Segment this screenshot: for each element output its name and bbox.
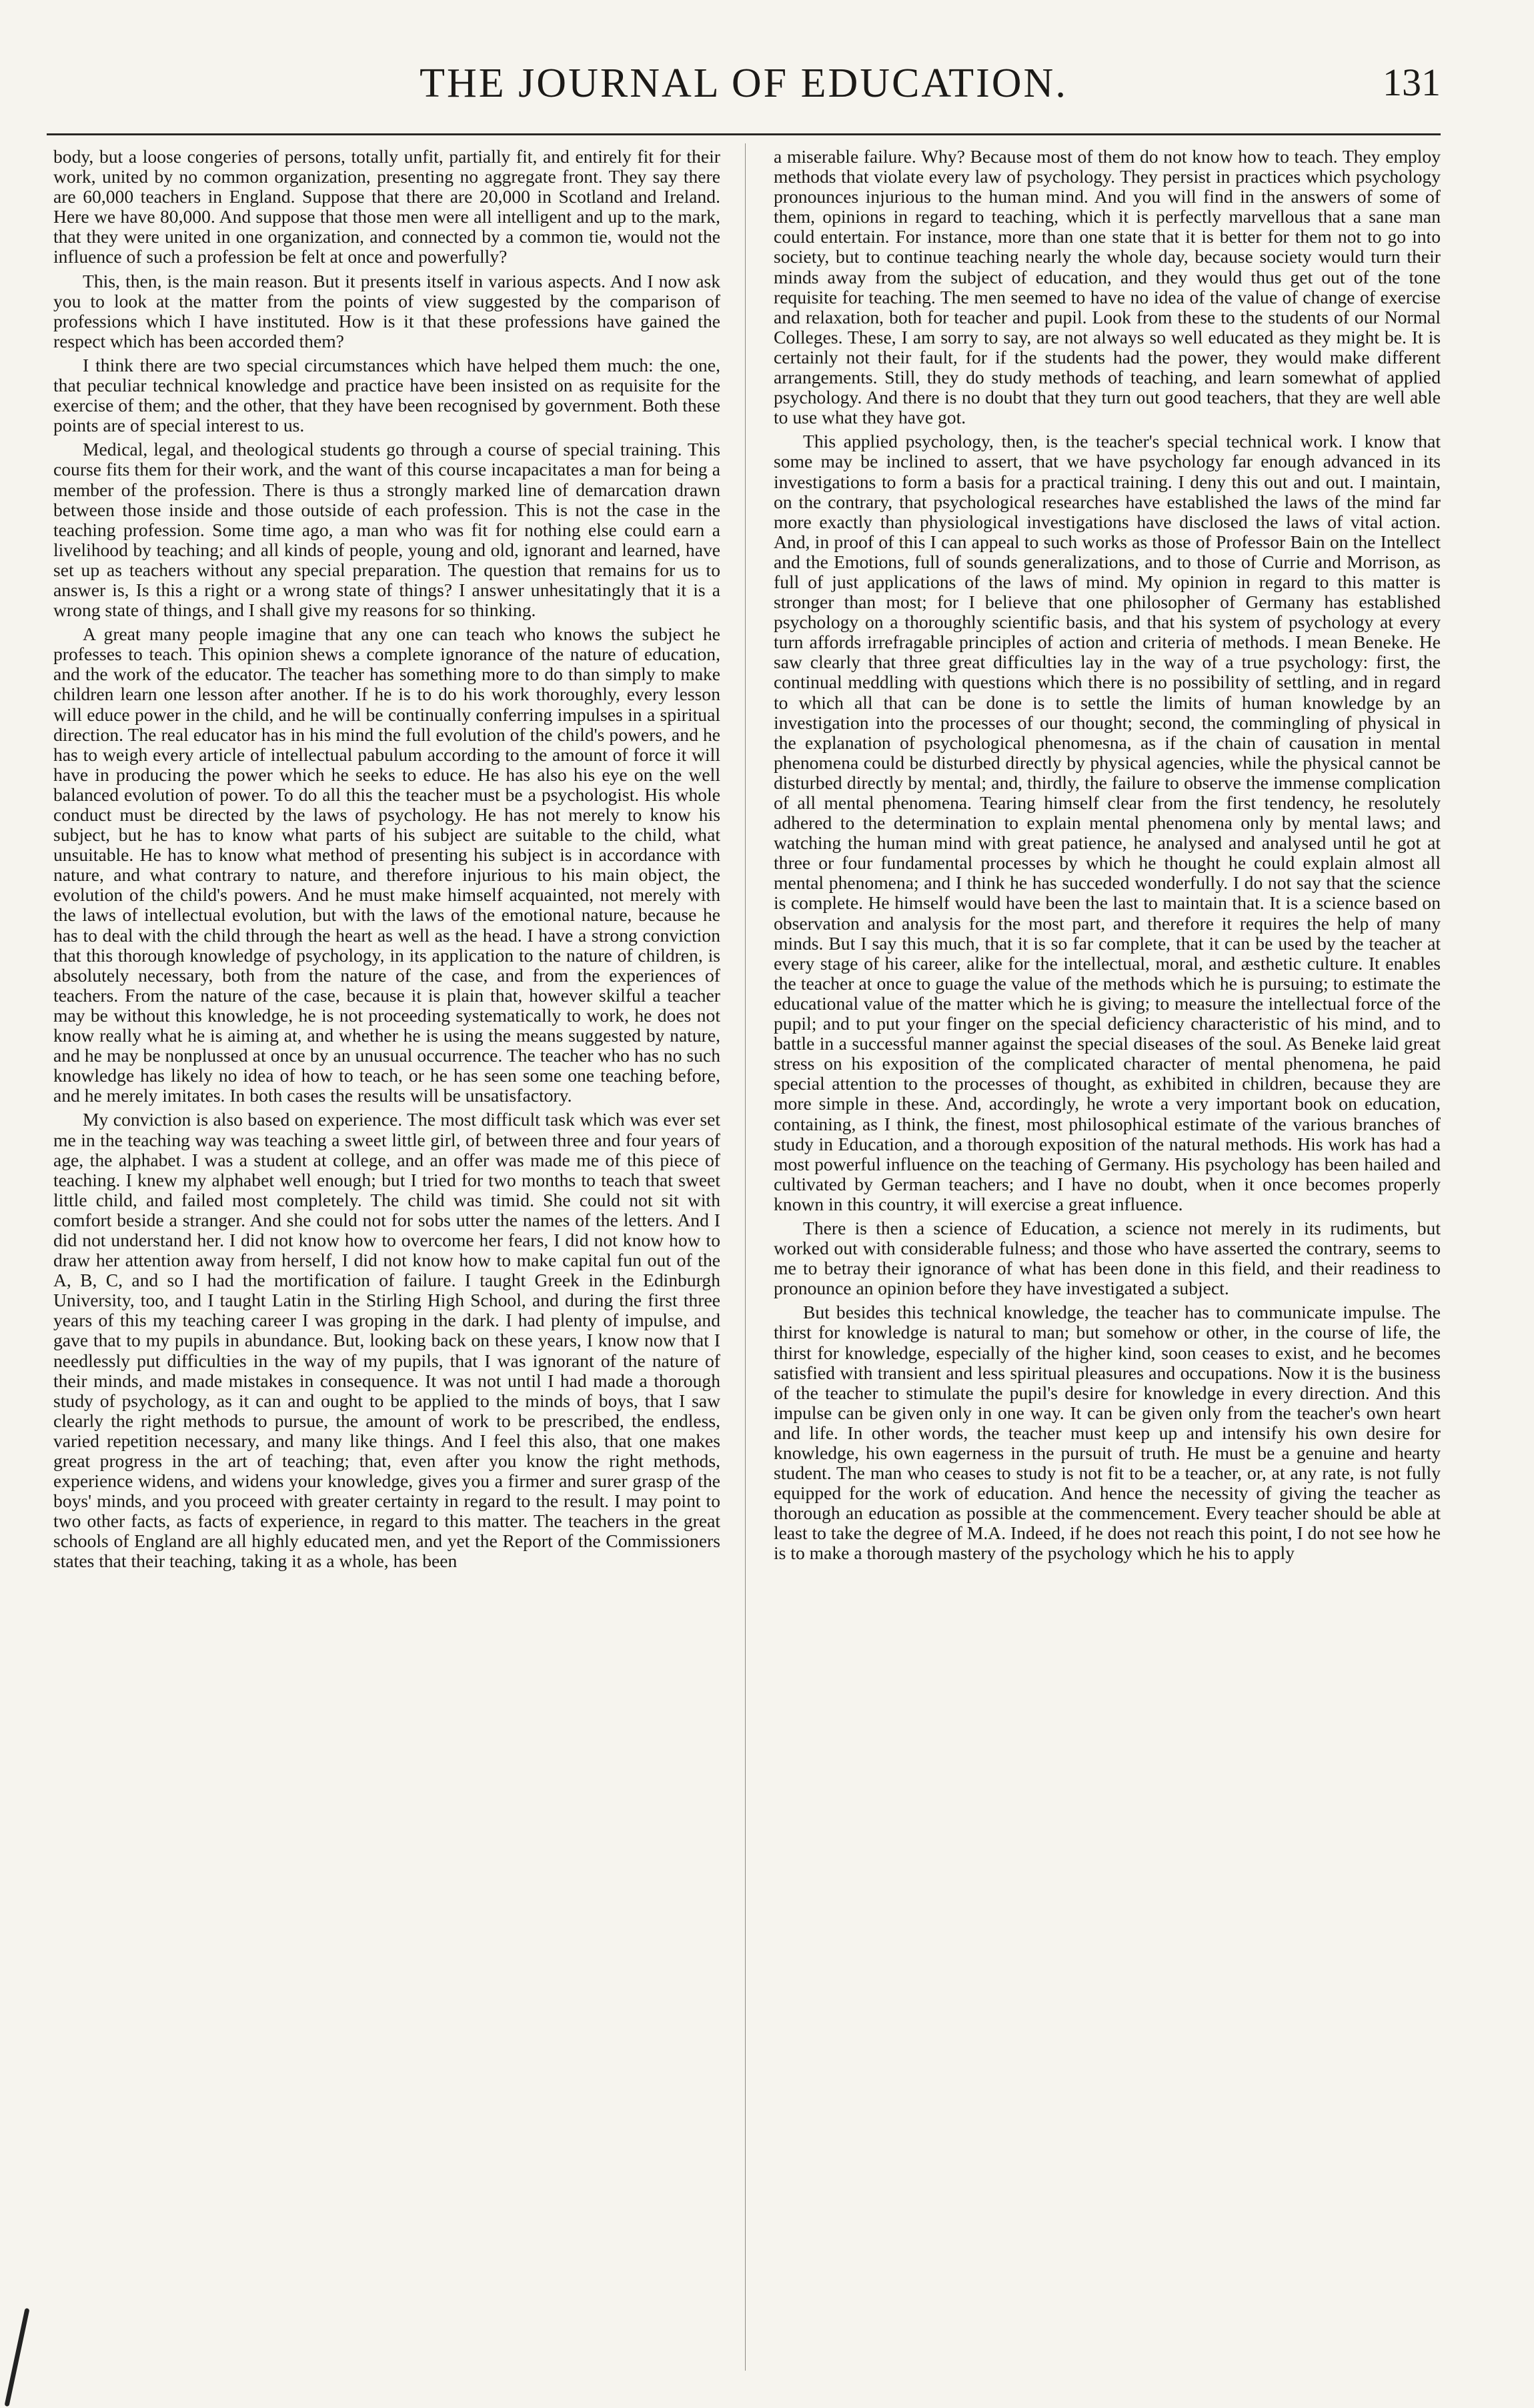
paragraph: body, but a loose congeries of persons, totally unfit, partially fit, and entirely fit for their work, united by no common organization, presenting no aggregate front. They say there are 60,000 teachers in England. Suppose that there are 20,000 in Scotland and Ireland. Here we have 80,000. And suppose that those men were all intelligent and up to the mark, that they were united in one organization, and connected by a common tie, would not the influence of such a profession be felt at once and powerfully?	[53, 146, 720, 267]
paragraph: A great many people imagine that any one can teach who knows the subject he professes to teach. This opinion shews a complete ignorance of the nature of education, and the work of the educator. The teacher has something more to do than simply to make children learn one lesson after another. If he is to do his work thoroughly, every lesson will educe power in the child, and he will be continually conferring impulses in a spiritual direction. The real educator has in his mind the full evolution of the child's powers, and he has to weigh every article of intellectual pabulum according to the amount of force it will have in producing the power which he seeks to educe. He has also his eye on the well balanced evolution of power. To do all this the teacher must be a psychologist. His whole conduct must be directed by the laws of psychology. He has not merely to know his subject, but he has to know what parts of his subject are suitable to the child, what unsuitable. He has to know what method of presenting his subject is in accordance with nature, and what contrary to nature, and therefore injurious to his main object, the evolution of the child's powers. And he must make himself acquainted, not merely with the laws of intellectual evolution, but with the laws of the emotional nature, because he has to deal with the child through the heart as well as the head. I have a strong conviction that this thorough knowledge of psychology, in its application to the nature of children, is absolutely necessary, both from the nature of the case, and from the experiences of teachers. From the nature of the case, because it is plain that, however skilful a teacher may be without this knowledge, he is not proceeding systematically to work, he does not know really what he is aiming at, and whether he is using the means suggested by nature, and he may be nonplussed at once by an unusual occurrence. The teacher who has no such knowledge has likely no idea of how to teach, or he has seen some one teaching before, and he merely imitates. In both cases the results will be unsatisfactory.	[53, 624, 720, 1106]
paragraph: This, then, is the main reason. But it presents itself in various aspects. And I now ask you to look at the matter from the points of view suggested by the comparison of professions which I have instituted. How is it that these professions have gained the respect which has been accorded them?	[53, 270, 720, 351]
paragraph: a miserable failure. Why? Because most of them do not know how to teach. They employ methods that violate every law of psychology. They persist in practices which psychology pronounces injurious to the human mind. And you will find in the answers of some of them, opinions in regard to teaching, which it is perfectly marvellous that a sane man could entertain. For instance, more than one state that it is better for them not to go into society, but to continue teaching nearly the whole day, because society would turn their minds away from the subject of education, and they would thus get out of the tone requisite for teaching. The men seemed to have no idea of the value of change of exercise and relaxation, both for teacher and pupil. Look from these to the students of our Normal Colleges. These, I am sorry to say, are not always so well educated as they might be. It is certainly not their fault, for if the students had the power, they would make different arrangements. Still, they do study methods of teaching, and learn somewhat of applied psychology. And there is no doubt that they turn out good teachers, that they are well able to use what they have got.	[774, 146, 1441, 428]
paragraph: Medical, legal, and theological students go through a course of special training. This course fits them for their work, and the want of this course incapacitates a man for being a member of the profession. There is thus a strongly marked line of demarcation drawn between those inside and those outside of each profession. This is not the case in the teaching profession. Some time ago, a man who was fit for nothing else could earn a livelihood by teaching; and all kinds of people, young and old, ignorant and learned, have set up as teachers without any special preparation. The question that remains for us to answer is, Is this a right or a wrong state of things? I answer unhesitatingly that it is a wrong state of things, and I shall give my reasons for so thinking.	[53, 439, 720, 621]
page-number: 131	[1383, 61, 1441, 104]
journal-title: THE JOURNAL OF EDUCATION.	[420, 61, 1068, 106]
paragraph: My conviction is also based on experience. The most difficult task which was ever set me in the teaching way was teaching a sweet little girl, of between three and four years of age, the alphabet. I was a student at college, and an offer was made me of this piece of teaching. I knew my alphabet well enough; but I tried for two months to teach that sweet little child, and failed most completely. The child was timid. She could not sit with comfort beside a stranger. And she could not for sobs utter the names of the letters. And I did not understand her. I did not know how to overcome her fears, I did not know how to draw her attention away from herself, I did not know how to make capital fun out of the A, B, C, and so I had the mortification of failure. I taught Greek in the Edinburgh University, too, and I taught Latin in the Stirling High School, and during the first three years of this my teaching career I was groping in the dark. I had plenty of impulse, and gave that to my pupils in abundance. But, looking back on these years, I know now that I needlessly put difficulties in the way of my pupils, that I was ignorant of the nature of their minds, and made mistakes in consequence. It was not until I had made a thorough study of psychology, as it can and ought to be applied to the minds of boys, that I saw clearly the right methods to pursue, the amount of work to be prescribed, the endless, varied repetition necessary, and many like things. And I feel this also, that one makes great progress in the art of teaching; that, even after you know the right methods, experience widens, and widens your knowledge, gives you a firmer and surer grasp of the boys' minds, and you proceed with greater certainty in regard to the result. I may point to two other facts, as facts of experience, in regard to this matter. The teachers in the great schools of England are all highly educated men, and yet the Report of the Commissioners states that their teaching, taking it as a whole, has been	[53, 1109, 720, 1572]
paragraph: But besides this technical knowledge, the teacher has to communicate impulse. The thirst for knowledge is natural to man; but somehow or other, in the course of life, the thirst for knowledge, especially of the higher kind, soon ceases to exist, and he becomes satisfied with transient and less spiritual pleasures and occupations. Now it is the business of the teacher to stimulate the pupil's desire for knowledge in every direction. And this impulse can be given only in one way. It can be given only from the teacher's own heart and life. In other words, the teacher must keep up and intensify his own desire for knowledge, his own eagerness in the pursuit of truth. He must be a genuine and hearty student. The man who ceases to study is not fit to be a teacher, or, at any rate, is not fully equipped for the work of education. And hence the necessity of giving the teacher as thorough an education as possible at the commencement. Every teacher should be able at least to take the degree of M.A. Indeed, if he does not reach this point, I do not see how he is to make a thorough mastery of the psychology which he his to apply	[774, 1302, 1441, 1564]
right-column	[774, 147, 1441, 1564]
scan-artifact-mark	[4, 2308, 29, 2407]
paragraph: I think there are two special circumstances which have helped them much: the one, that peculiar technical knowledge and practice have been insisted on as requisite for the exercise of them; and the other, that they have been recognised by government. Both these points are of special interest to us.	[53, 354, 720, 436]
page-header	[47, 40, 1441, 135]
paragraph: This applied psychology, then, is the teacher's special technical work. I know that some may be inclined to assert, that we have psychology far enough advanced in its investigations to form a basis for a practical training. I deny this out and out. I maintain, on the contrary, that psychological researches have established the laws of the mind far more exactly than physiological investigations have disclosed the laws of vital action. And, in proof of this I can appeal to such works as those of Professor Bain on the Intellect and the Emotions, full of sounds generalizations, and to those of Currie and Morrison, as full of just applications of the laws of mind. My opinion in regard to this matter is stronger than most; for I believe that one philosopher of Germany has established psychology on a thoroughly scientific basis, and that his system of psychology at every turn affords irrefragable principles of action and criteria of methods. I mean Beneke. He saw clearly that three great difficulties lay in the way of a true psychology: first, the continual meddling with questions which there is no possibility of settling, and in regard to which all that can be done is to settle the limits of human knowledge by an investigation into the processes of our thought; second, the commingling of physical in the explanation of psychological phenomesna, as if the chain of causation in mental phenomena could be disturbed directly by physical agencies, while the physical cannot be disturbed directly by mental; and, thirdly, the failure to observe the immense complication of all mental phenomena. Tearing himself clear from the first tendency, he resolutely adhered to the determination to explain mental phenomena only by mental laws; and watching the human mind with great patience, he analysed and analysed until he got at three or four fundamental processes by which he thought he could explain almost all mental phenomena; and I think he has succeded wonderfully. I do not say that the science is complete. He himself would have been the last to maintain that. It is a science based on observation and analysis for the most part, and therefore it requires the help of many minds. But I say this much, that it is so far complete, that it can be used by the teacher at every stage of his career, alike for the intellectual, moral, and æsthetic culture. It enables the teacher at once to guage the value of the methods which he is pursuing; to estimate the educational value of the matter which he is giving; to measure the intellectual force of the pupil; and to put your finger on the special deficiency characteristic of his mind, and to battle in a successful manner against the special diseases of the soul. As Beneke laid great stress on his exposition of the complicated character of mental phenomena, he paid special attention to the processes of thought, as exhibited in children, because they are more simple in these. And, accordingly, he wrote a very important book on education, containing, as I think, the finest, most philosophical estimate of the various branches of study in Education, and a thorough exposition of the natural methods. His work has had a most powerful influence on the teaching of Germany. His psychology has been hailed and cultivated by German teachers; and I have no doubt, when it once becomes properly known in this country, it will exercise a great influence.	[774, 431, 1441, 1214]
left-column	[53, 147, 720, 1572]
paragraph: There is then a science of Education, a science not merely in its rudiments, but worked out with considerable fulness; and those who have asserted the contrary, seems to me to betray their ignorance of what has been done in this field, and their readiness to pronounce an opinion before they have investigated a subject.	[774, 1217, 1441, 1299]
column-divider	[745, 143, 746, 2371]
